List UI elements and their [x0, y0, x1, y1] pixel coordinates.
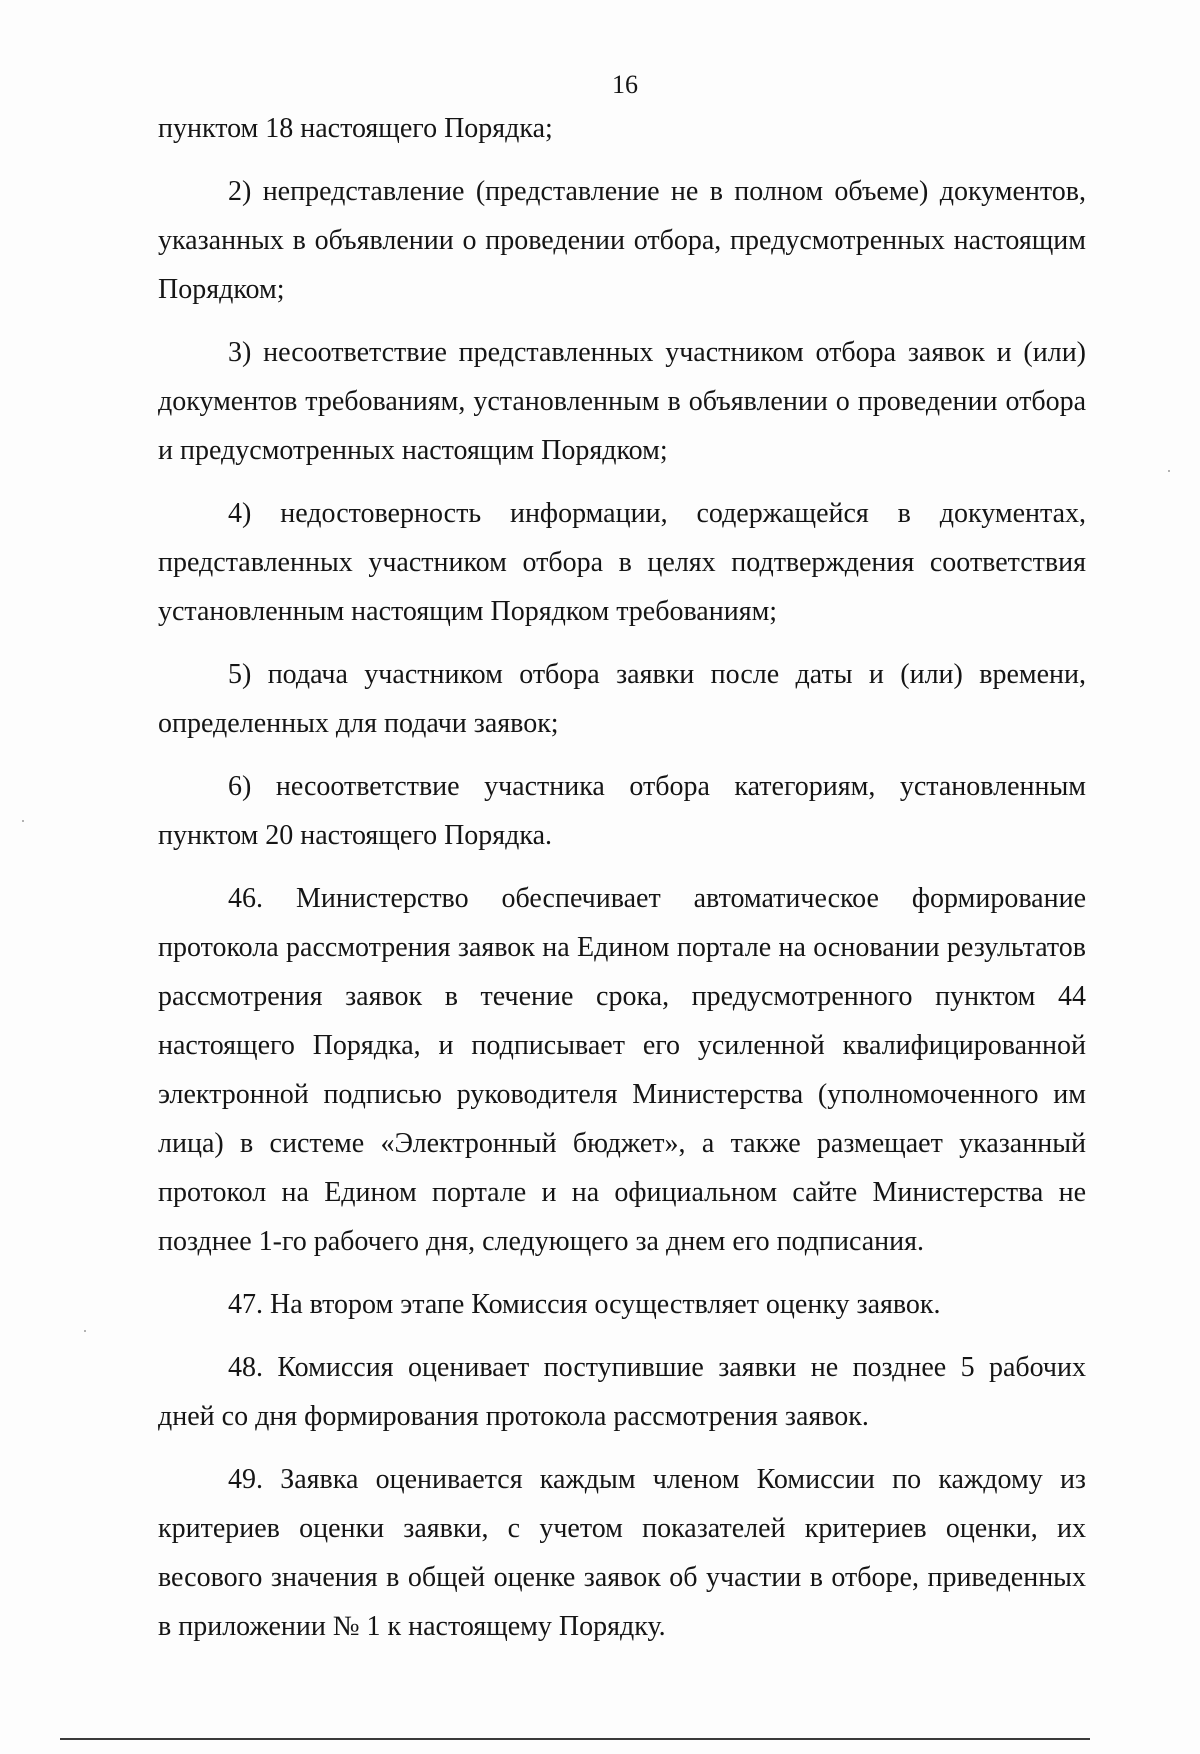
paragraph-item-4: 4) недостоверность информации, содержащейся в документах, представленных участником отбора в целях подтверждения соответствия установленным настоящим Порядком требованиям; — [158, 498, 1086, 627]
paragraph-item-2: 2) непредставление (представление не в полном объеме) документов, указанных в объявлении о проведении отбора, предусмотренных настоящим Порядком; — [158, 176, 1086, 305]
document-body — [158, 104, 1086, 1651]
paragraph-clause-47: 47. На втором этапе Комиссия осуществляет оценку заявок. — [228, 1289, 941, 1320]
paragraph-item-6: 6) несоответствие участника отбора категориям, установленным пунктом 20 настоящего Порядка. — [158, 771, 1086, 851]
paragraph-clause-48: 48. Комиссия оценивает поступившие заявки не позднее 5 рабочих дней со дня формирования протокола рассмотрения заявок. — [158, 1352, 1086, 1432]
scan-speck — [22, 820, 24, 822]
scan-speck — [84, 1330, 86, 1332]
paragraph-clause-49: 49. Заявка оценивается каждым членом Комиссии по каждому из критериев оценки заявки, с учетом показателей критериев оценки, их весового значения в общей оценке заявок об участии в отборе, приведенных в приложении № 1 к настоящему Порядку. — [158, 1464, 1086, 1642]
paragraph-continuation: пунктом 18 настоящего Порядка; — [158, 113, 553, 144]
scan-speck — [1168, 470, 1170, 472]
bottom-rule — [60, 1738, 1090, 1740]
paragraph-item-5: 5) подача участником отбора заявки после даты и (или) времени, определенных для подачи заявок; — [158, 659, 1086, 739]
paragraph-item-3: 3) несоответствие представленных участником отбора заявок и (или) документов требованиям, установленным в объявлении о проведении отбора и предусмотренных настоящим Порядком; — [158, 337, 1086, 466]
page-number: 16 — [612, 70, 638, 99]
paragraph-clause-46: 46. Министерство обеспечивает автоматическое формирование протокола рассмотрения заявок на Едином портале на основании результатов рассмотрения заявок в течение срока, предусмотренного пунктом 44 настоящего Порядка, и подписывает его усиленной квалифицированной электронной подписью руководителя Министерства (уполномоченного им лица) в системе «Электронный бюджет», а также размещает указанный протокол на Едином портале и на официальном сайте Министерства не позднее 1-го рабочего дня, следующего за днем его подписания. — [158, 883, 1086, 1257]
